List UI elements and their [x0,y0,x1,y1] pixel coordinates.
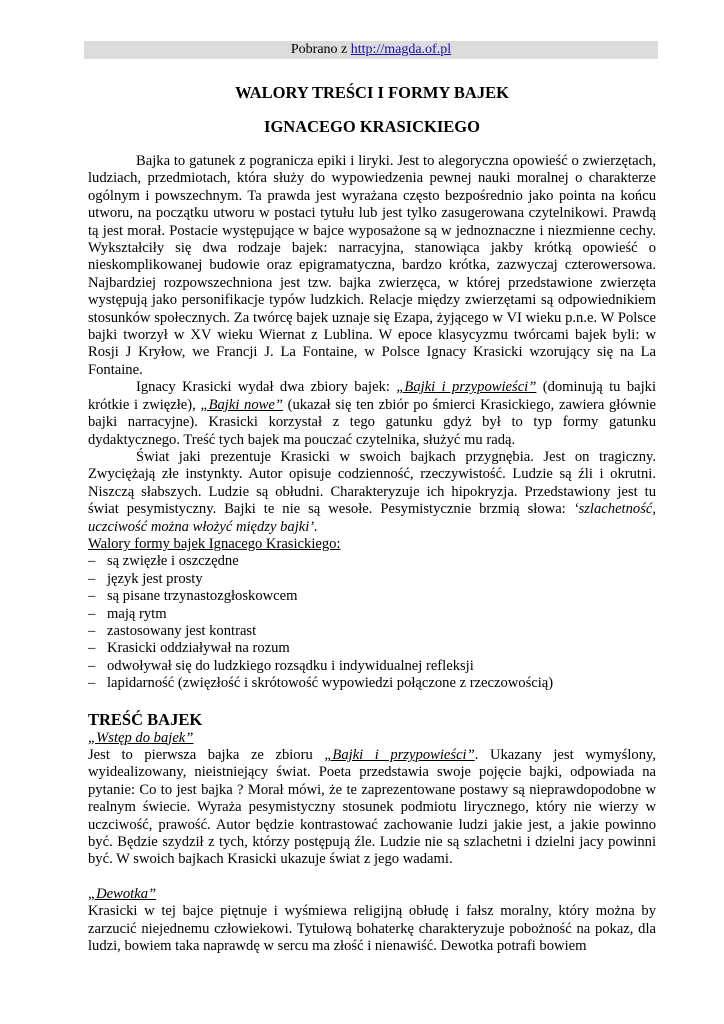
p3-text: Świat jaki prezentuje Krasicki w swoich bajkach przygnębia. Jest on tragiczny. Zwyciężają złe instynkty. Autor opisuje codzienność, rzeczywistość. Ludzie są źli i okrutni. Niszczą słabszych. Ludzie są obłudni. Charakteryzuje ich hipokryzja. Przedstawiony jest tu świat pesymistyczny. Bajki te nie są wesołe. Pesymistycznie brzmią słowa: [88,448,656,518]
document-title: WALORY TREŚCI I FORMY BAJEK [235,83,509,102]
content-heading: TREŚĆ BAJEK [88,709,203,729]
section-gap [88,869,656,886]
p3-quote: ‘szlachetność, uczciwość można włożyć między bajki’. [88,501,656,535]
intro-paragraph-3 [88,449,656,536]
fable-wstep-text [88,747,656,869]
list-item: – są pisane trzynastozgłoskowcem [88,588,656,605]
p2-text-b: (dominują tu bajki krótkie i zwięzłe), [88,379,656,413]
intro-paragraph-2 [88,379,656,449]
banner-prefix: Pobrano z [290,42,348,57]
document-subtitle: IGNACEGO KRASICKIEGO [264,117,480,136]
s1-text-a: Jest to pierwsza bajka ze zbioru [88,747,325,763]
fable-title-dewotka: „Dewotka” [88,885,157,902]
fable-dewotka-text: Krasicki w tej bajce piętnuje i wyśmiewa religijną obłudę i fałsz moralny, który można by zarzucić niejednemu człowiekowi. Tytułową bohaterkę charakteryzuje pobożność na pokaz, dla ludzi, bowiem taka naprawdę w sercu ma złość i nienawiść. Dewotka potrafi bowiem [88,903,656,955]
p2-text-c: (ukazał się ten zbiór po śmierci Krasickiego, zawiera głównie bajki narracyjne). Krasicki korzystał z tego gatunku gdyż był to typ formy gatunku dydaktycznego. Treść tych bajek ma pouczać czytelnika, służyć mu radą. [88,396,657,448]
list-item: – lapidarność (zwięzłość i skrótowość wypowiedzi połączone z rzeczowością) [88,675,656,692]
list-item: – Krasicki oddziaływał na rozum [88,640,656,657]
s1-text-b: . Ukazany jest wymyślony, wyidealizowany, nieistniejący świat. Poeta przedstawia swoje pojęcie bajki, odpowiada na pytanie: Co to jest bajka ? Morał mówi, że te zaprezentowane postawy są nieprawdopodobne w realnym świecie. Wyraża pesymistyczny stosunek podmiotu lirycznego, który nie wierzy w uczciwość, prawość. Autor będzie kontrastować zachowanie ludzi jakie jest, a jakie powinno być. Będzie szydził z tych, którzy postępują źle. Ludzie nie są szlachetni i dzielni jacy powinni być. W swoich bajkach Krasicki ukazuje świat z jego wadami. [88,747,657,868]
list-item: – język jest prosty [88,571,656,588]
form-heading: Walory formy bajek Ignacego Krasickiego: [88,535,341,552]
list-item: – odwoływał się do ludzkiego rozsądku i indywidualnej refleksji [88,658,656,675]
fable-title-wstep: „Wstęp do bajek” [88,729,194,746]
collection-title-1: „Bajki i przypowieści” [396,379,537,396]
list-item: – zastosowany jest kontrast [88,623,656,640]
form-list [88,553,656,692]
banner-link[interactable]: http://magda.of.pl [350,42,452,57]
list-item: – są zwięzłe i oszczędne [88,553,656,570]
list-item: – mają rytm [88,606,656,623]
download-banner [84,41,658,59]
s1-collection-ref: „Bajki i przypowieści” [324,747,475,763]
collection-title-2: „Bajki nowe” [200,396,283,413]
document-page [88,80,656,955]
p2-text-a: Ignacy Krasicki wydał dwa zbiory bajek: [136,379,397,396]
intro-paragraph-1: Bajka to gatunek z pogranicza epiki i liryki. Jest to alegoryczna opowieść o zwierzętach, ludziach, przedmiotach, która służy do wypowiedzenia pewnej nauki moralnej o charakterze ogólnym i powszechnym. Ta prawda jest wyrażana często bezpośrednio jako pointa na końcu utworu, na początku utworu w postaci tytułu lub jest tylko zasugerowana czytelnikowi. Prawdą tą jest morał. Postacie występujące w bajce wyposażone są w jednoznaczne i niezmienne cechy. Wykształciły się dwa rodzaje bajek: narracyjna, stanowiąca jakby krótką opowieść o nieskomplikowanej budowie oraz epigramatyczna, bardzo krótka, zazwyczaj czterowersowa. Najbardziej rozpowszechniona jest tzw. bajka zwierzęca, w której przedstawione zwierzęta występują jako personifikacje typów ludzkich. Relacje między zwierzętami są odpowiednikiem stosunków społecznych. Za twórcę bajek uznaje się Ezapa, żyjącego w VI wieku p.n.e. W Polsce bajki tworzył w XV wieku Wiernat z Lublina. W epoce klasycyzmu twórcami bajek byli: w Rosji J Kryłow, we Francji J. La Fontaine, w Polsce Ignacy Krasicki wzorujący się na La Fontaine. [88,153,656,378]
